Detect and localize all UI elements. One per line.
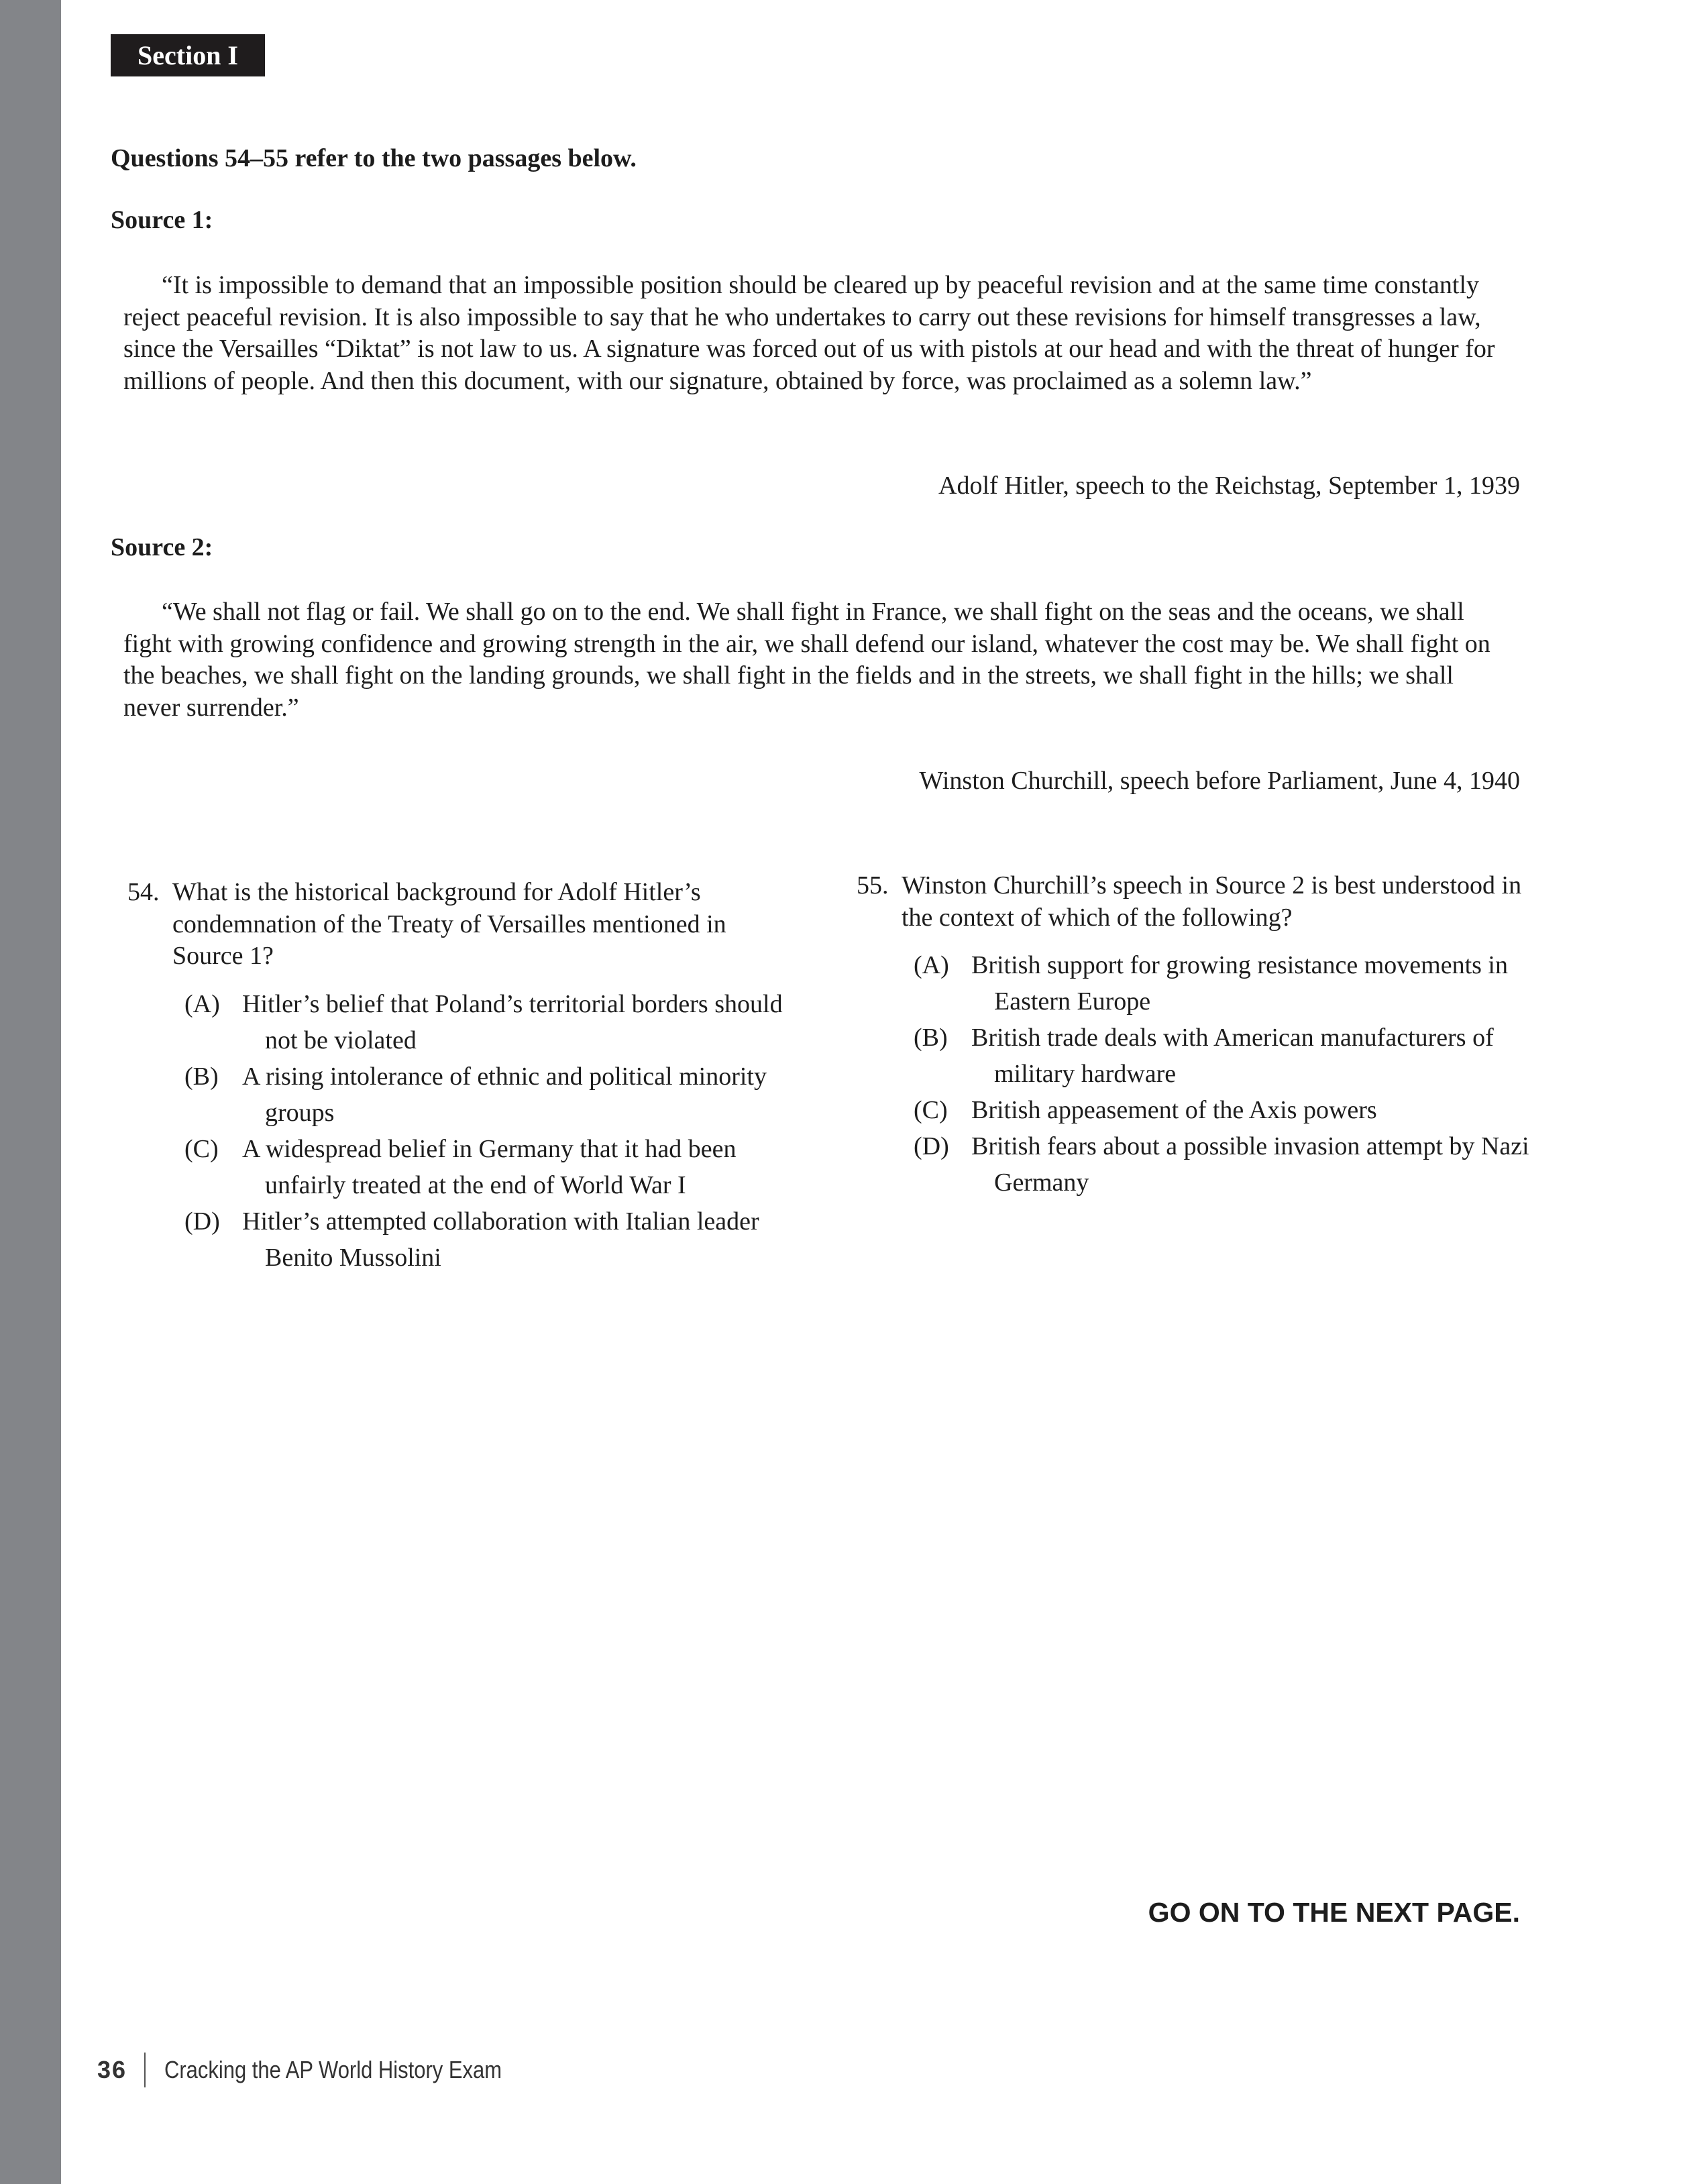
choice-letter: (A) bbox=[914, 951, 949, 979]
choice-letter: (D) bbox=[914, 1132, 949, 1160]
page-side-bar bbox=[0, 0, 61, 2184]
question-55-choices bbox=[857, 947, 1534, 1201]
question-55-choice-d[interactable] bbox=[857, 1128, 1534, 1201]
source-2-attribution: Winston Churchill, speech before Parliament, June 4, 1940 bbox=[919, 767, 1520, 795]
source-2-passage: “We shall not flag or fail. We shall go on to the end. We shall fight in France, we shall fight on the seas and the oceans, we shall fight with growing confidence and growing strength in the air, we shall defend our island, whatever the cost may be. We shall fight on the beaches, we shall fight on the landing grounds, we shall fight in the fields and in the streets, we shall fight in the hills; we shall never surrender.” bbox=[123, 598, 1490, 722]
question-54-choice-d[interactable] bbox=[127, 1203, 792, 1276]
question-55-choice-a[interactable] bbox=[857, 947, 1534, 1020]
choice-text: British fears about a possible invasion attempt by Nazi Germany bbox=[971, 1132, 1529, 1197]
choice-letter: (A) bbox=[184, 989, 220, 1018]
choice-text: Hitler’s belief that Poland’s territorial borders should not be violated bbox=[242, 989, 783, 1054]
question-54-text: What is the historical background for Adolf Hitler’s condemnation of the Treaty of Versailles mentioned in Source 1? bbox=[172, 878, 726, 970]
question-54 bbox=[127, 877, 792, 1276]
footer-divider bbox=[144, 2053, 146, 2087]
choice-text: Hitler’s attempted collaboration with Italian leader Benito Mussolini bbox=[242, 1207, 759, 1272]
source-1-label: Source 1: bbox=[111, 206, 213, 234]
choice-text: British appeasement of the Axis powers bbox=[971, 1096, 1377, 1124]
question-54-number: 54. bbox=[127, 878, 160, 906]
choice-text: British support for growing resistance movements in Eastern Europe bbox=[971, 951, 1508, 1016]
source-1-passage: “It is impossible to demand that an impossible position should be cleared up by peaceful revision and at the same time constantly reject peaceful revision. It is also impossible to say that he who undertakes to carry out these revisions for himself transgresses a law, since the Versailles “Diktat” is not law to us. A signature was forced out of us with pistols at our head and with the threat of hunger for millions of people. And then this document, with our signature, obtained by force, was proclaimed as a solemn law.” bbox=[123, 271, 1495, 395]
question-54-choice-a[interactable] bbox=[127, 986, 792, 1058]
question-55-text: Winston Churchill’s speech in Source 2 is best understood in the context of which of the following? bbox=[902, 871, 1522, 932]
source-1-attribution: Adolf Hitler, speech to the Reichstag, September 1, 1939 bbox=[938, 472, 1520, 500]
page-footer bbox=[97, 2053, 557, 2087]
source-2-label: Source 2: bbox=[111, 533, 213, 561]
question-55-stem bbox=[857, 870, 1534, 934]
go-on-next-page: GO ON TO THE NEXT PAGE. bbox=[1148, 1897, 1520, 1928]
choice-text: A widespread belief in Germany that it had been unfairly treated at the end of World War I bbox=[242, 1134, 737, 1199]
question-54-stem bbox=[127, 877, 792, 973]
choice-text: British trade deals with American manufacturers of military hardware bbox=[971, 1024, 1494, 1088]
section-tab: Section I bbox=[111, 34, 265, 76]
questions-intro: Questions 54–55 refer to the two passages below. bbox=[111, 144, 637, 172]
choice-letter: (B) bbox=[914, 1024, 948, 1052]
question-55-number: 55. bbox=[857, 871, 889, 899]
book-title: Cracking the AP World History Exam bbox=[164, 2056, 502, 2083]
choice-letter: (D) bbox=[184, 1207, 220, 1236]
question-55-choice-c[interactable] bbox=[857, 1092, 1534, 1128]
choice-letter: (C) bbox=[914, 1096, 948, 1124]
page-number: 36 bbox=[97, 2056, 127, 2083]
question-55-choice-b[interactable] bbox=[857, 1020, 1534, 1092]
question-54-choice-b[interactable] bbox=[127, 1058, 792, 1131]
choice-letter: (C) bbox=[184, 1134, 219, 1163]
question-55 bbox=[857, 870, 1534, 1201]
choice-text: A rising intolerance of ethnic and political minority groups bbox=[242, 1062, 767, 1127]
choice-letter: (B) bbox=[184, 1062, 219, 1091]
question-54-choices bbox=[127, 986, 792, 1276]
question-54-choice-c[interactable] bbox=[127, 1131, 792, 1203]
